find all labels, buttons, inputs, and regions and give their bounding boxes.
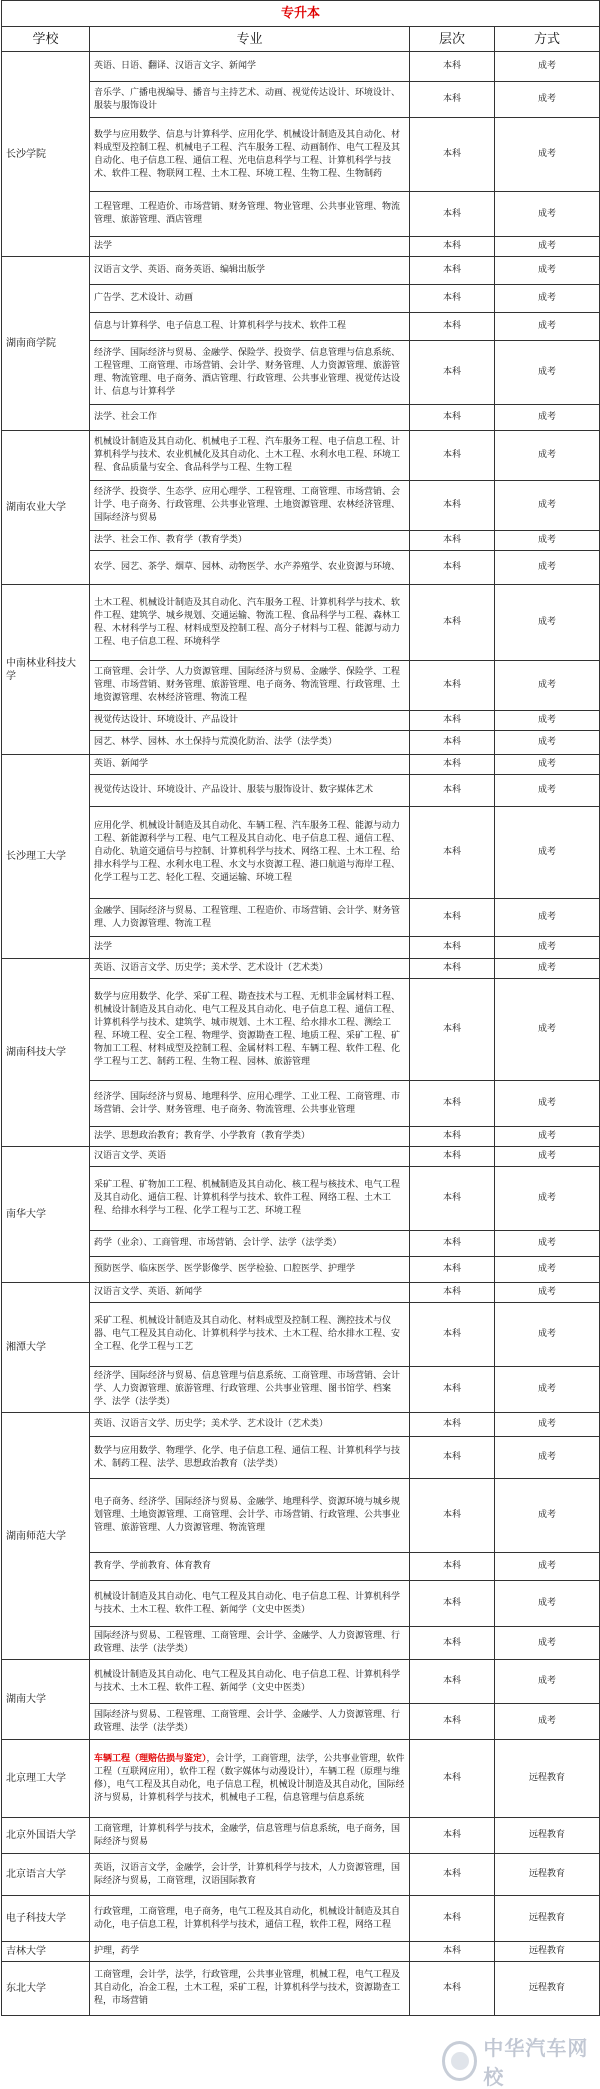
table-row <box>2 1581 600 1627</box>
mode-cell: 成考 <box>495 937 600 959</box>
major-cell: 法学 <box>90 237 410 257</box>
level-cell: 本科 <box>410 481 495 531</box>
table-row <box>2 52 600 82</box>
table-row <box>2 1627 600 1660</box>
school-cell: 东北大学 <box>2 1962 90 2016</box>
table-title: 专升本 <box>2 1 600 27</box>
table-row <box>2 1367 600 1413</box>
level-cell: 本科 <box>410 1367 495 1413</box>
table-row <box>2 257 600 285</box>
level-cell: 本科 <box>410 755 495 775</box>
level-cell: 本科 <box>410 1818 495 1854</box>
mode-cell: 成考 <box>495 731 600 755</box>
major-cell: 法学 <box>90 937 410 959</box>
mode-cell: 成考 <box>495 1660 600 1704</box>
watermark <box>442 2036 592 2089</box>
watermark-text: 中华汽车网校 <box>483 2036 589 2089</box>
level-cell: 本科 <box>410 257 495 285</box>
mode-cell: 成考 <box>495 979 600 1081</box>
school-cell: 北京外国语大学 <box>2 1818 90 1854</box>
major-cell: 英语、汉语言文学、历史学；美术学、艺术设计（艺术类） <box>90 1413 410 1437</box>
admission-table <box>1 0 600 2016</box>
table-row <box>2 1704 600 1740</box>
table-row <box>2 1167 600 1231</box>
table-row <box>2 531 600 551</box>
mode-cell: 成考 <box>495 755 600 775</box>
major-cell: 汉语言文学、英语 <box>90 1147 410 1167</box>
level-cell: 本科 <box>410 285 495 313</box>
level-cell: 本科 <box>410 1553 495 1581</box>
major-cell: 汉语言文学、英语、商务英语、编辑出版学 <box>90 257 410 285</box>
table-row <box>2 1413 600 1437</box>
mode-cell: 成考 <box>495 1627 600 1660</box>
mode-cell: 成考 <box>495 711 600 731</box>
level-cell: 本科 <box>410 1147 495 1167</box>
level-cell: 本科 <box>410 1962 495 2016</box>
mode-cell: 成考 <box>495 899 600 937</box>
mode-cell: 成考 <box>495 1437 600 1479</box>
major-cell: 护理，药学 <box>90 1942 410 1962</box>
mode-cell: 成考 <box>495 1167 600 1231</box>
level-cell: 本科 <box>410 979 495 1081</box>
level-cell: 本科 <box>410 1704 495 1740</box>
mode-cell: 成考 <box>495 118 600 192</box>
table-row <box>2 1437 600 1479</box>
mode-cell: 成考 <box>495 1283 600 1303</box>
table-row <box>2 1962 600 2016</box>
level-cell: 本科 <box>410 405 495 431</box>
major-cell: 法学、社会工作 <box>90 405 410 431</box>
major-cell: 行政管理，工商管理，电子商务，电气工程及其自动化，机械设计制造及其自动化，电子信息工程，计算机科学与技术，通信工程，软件工程，网络工程 <box>90 1896 410 1942</box>
table-row <box>2 1854 600 1896</box>
table-row <box>2 731 600 755</box>
table-row <box>2 755 600 775</box>
table-row <box>2 82 600 118</box>
mode-cell: 远程教育 <box>495 1942 600 1962</box>
major-cell: 经济学、投资学、生态学、应用心理学、工程管理、工商管理、市场营销、会计学、电子商务、行政管理、公共事业管理、土地资源管理、农林经济管理、国际经济与贸易 <box>90 481 410 531</box>
major-cell: 教育学、学前教育、体育教育 <box>90 1553 410 1581</box>
mode-cell: 成考 <box>495 285 600 313</box>
major-cell: 机械设计制造及其自动化、机械电子工程、汽车服务工程、电子信息工程、计算机科学与技术、农业机械化及其自动化、土木工程、水利水电工程、环境工程、食品质量与安全、食品科学与工程、生物工程 <box>90 431 410 481</box>
highlighted-major: 车辆工程（理赔估损与鉴定） <box>94 1753 207 1764</box>
level-cell: 本科 <box>410 531 495 551</box>
school-cell: 北京理工大学 <box>2 1740 90 1818</box>
table-row <box>2 405 600 431</box>
mode-cell: 成考 <box>495 1367 600 1413</box>
table-body <box>2 1 600 2016</box>
major-cell: 机械设计制造及其自动化、电气工程及其自动化、电子信息工程、计算机科学与技术、土木工程、软件工程、新闻学（文史中医类） <box>90 1581 410 1627</box>
major-cell: 经济学、国际经济与贸易、金融学、保险学、投资学、信息管理与信息系统、工程管理、工商管理、市场营销、会计学、财务管理、人力资源管理、旅游管理、物流管理、电子商务、酒店管理、行政管理、公共事业管理、视觉传达设计、信息与计算科学 <box>90 341 410 405</box>
mode-cell: 成考 <box>495 192 600 237</box>
major-cell: 英语、新闻学 <box>90 755 410 775</box>
header-mode: 方式 <box>495 27 600 52</box>
mode-cell: 成考 <box>495 1257 600 1283</box>
mode-cell: 成考 <box>495 959 600 979</box>
school-cell: 湘潭大学 <box>2 1283 90 1413</box>
mode-cell: 成考 <box>495 1479 600 1553</box>
level-cell: 本科 <box>410 431 495 481</box>
steering-wheel-logo-icon <box>442 2041 477 2081</box>
mode-cell: 远程教育 <box>495 1740 600 1818</box>
table-row <box>2 1896 600 1942</box>
table-row <box>2 899 600 937</box>
table-row <box>2 1660 600 1704</box>
level-cell: 本科 <box>410 1283 495 1303</box>
level-cell: 本科 <box>410 775 495 807</box>
school-cell: 湖南农业大学 <box>2 431 90 585</box>
table-row <box>2 775 600 807</box>
level-cell: 本科 <box>410 237 495 257</box>
level-cell: 本科 <box>410 585 495 661</box>
school-cell: 湖南商学院 <box>2 257 90 431</box>
level-cell: 本科 <box>410 1257 495 1283</box>
mode-cell: 远程教育 <box>495 1896 600 1942</box>
level-cell: 本科 <box>410 807 495 899</box>
table-row <box>2 341 600 405</box>
major-cell: 英语、日语、翻译、汉语言文字、新闻学 <box>90 52 410 82</box>
header-major: 专业 <box>90 27 410 52</box>
table-row <box>2 1127 600 1147</box>
major-cell: 数学与应用数学、物理学、化学、电子信息工程、通信工程、计算机科学与技术、制药工程、法学、思想政治教育（法学类） <box>90 1437 410 1479</box>
major-cell: 土木工程、机械设计制造及其自动化、汽车服务工程、计算机科学与技术、软件工程、建筑学、城乡规划、交通运输、物流工程、食品科学与工程、森林工程、木材科学与工程、材料成型及控制工程、高分子材料与工程、能源与动力工程、电子信息工程、环境科学 <box>90 585 410 661</box>
level-cell: 本科 <box>410 711 495 731</box>
major-cell: 英语，汉语言文学，金融学，会计学，计算机科学与技术，人力资源管理，国际经济与贸易，工商管理，汉语国际教育 <box>90 1854 410 1896</box>
school-cell: 湖南师范大学 <box>2 1413 90 1660</box>
table-row <box>2 1257 600 1283</box>
major-cell <box>90 1740 410 1818</box>
table-row <box>2 711 600 731</box>
school-cell: 湖南科技大学 <box>2 959 90 1147</box>
table-row <box>2 1553 600 1581</box>
level-cell: 本科 <box>410 937 495 959</box>
level-cell: 本科 <box>410 731 495 755</box>
level-cell: 本科 <box>410 1896 495 1942</box>
major-cell: 经济学、国际经济与贸易、地理科学、应用心理学、工业工程、工商管理、市场营销、会计学、财务管理、电子商务、物流管理、公共事业管理 <box>90 1081 410 1127</box>
major-cell: 英语、汉语言文学、历史学；美术学、艺术设计（艺术类） <box>90 959 410 979</box>
table-row <box>2 1147 600 1167</box>
mode-cell: 成考 <box>495 661 600 711</box>
header-level: 层次 <box>410 27 495 52</box>
header-school: 学校 <box>2 27 90 52</box>
major-cell: 机械设计制造及其自动化、电气工程及其自动化、电子信息工程、计算机科学与技术、土木工程、软件工程、新闻学（文史中医类） <box>90 1660 410 1704</box>
level-cell: 本科 <box>410 1942 495 1962</box>
major-cell: 采矿工程、机械设计制造及其自动化、材料成型及控制工程、测控技术与仪器、电气工程及其自动化、计算机科学与技术、土木工程、给水排水工程、安全工程、化学工程与工艺 <box>90 1303 410 1367</box>
table-row <box>2 313 600 341</box>
table-row <box>2 1081 600 1127</box>
major-cell: 国际经济与贸易、工程管理、工商管理、会计学、金融学、人力资源管理、行政管理、法学（法学类） <box>90 1704 410 1740</box>
school-cell: 长沙理工大学 <box>2 755 90 959</box>
major-cell: 广告学、艺术设计、动画 <box>90 285 410 313</box>
table-row <box>2 937 600 959</box>
level-cell: 本科 <box>410 1627 495 1660</box>
mode-cell: 成考 <box>495 405 600 431</box>
mode-cell: 成考 <box>495 257 600 285</box>
school-cell: 长沙学院 <box>2 52 90 257</box>
mode-cell: 成考 <box>495 1147 600 1167</box>
major-cell: 药学（业余）、工商管理、市场营销、会计学、法学（法学类） <box>90 1231 410 1257</box>
mode-cell: 远程教育 <box>495 1818 600 1854</box>
major-text: ，会计学，工商管理，法学，公共事业管理，软件工程（互联网应用），软件工程（数字媒体与动漫设计），车辆工程（原理与维修），电气工程及其自动化，电子信息工程，机械设计制造及其自动化，国际经济与贸易，计算机科学与技术，机械电子工程，信息管理与信息系统 <box>94 1753 405 1803</box>
major-cell: 电子商务、经济学、国际经济与贸易、金融学、地理科学、资源环境与城乡规划管理、土地资源管理、工商管理、会计学、市场营销、行政管理、公共事业管理、旅游管理、人力资源管理、物流管理 <box>90 1479 410 1553</box>
mode-cell: 成考 <box>495 1704 600 1740</box>
level-cell: 本科 <box>410 52 495 82</box>
mode-cell: 成考 <box>495 481 600 531</box>
mode-cell: 成考 <box>495 551 600 585</box>
major-cell: 工商管理，计算机科学与技术，金融学，信息管理与信息系统，电子商务，国际经济与贸易 <box>90 1818 410 1854</box>
school-cell: 北京语言大学 <box>2 1854 90 1896</box>
level-cell: 本科 <box>410 1303 495 1367</box>
table-row <box>2 481 600 531</box>
level-cell: 本科 <box>410 1660 495 1704</box>
table-row <box>2 979 600 1081</box>
major-cell: 采矿工程、矿物加工工程、机械制造及其自动化、核工程与核技术、电气工程及其自动化、通信工程、计算机科学与技术、软件工程、网络工程、土木工程、给排水科学与工程、化学工程与工艺、环境工程 <box>90 1167 410 1231</box>
major-cell: 视觉传达设计、环境设计、产品设计、服装与服饰设计、数字媒体艺术 <box>90 775 410 807</box>
major-cell: 法学、思想政治教育；教育学、小学教育（教育学类） <box>90 1127 410 1147</box>
level-cell: 本科 <box>410 1127 495 1147</box>
table-row <box>2 285 600 313</box>
title-row <box>2 1 600 27</box>
table-row <box>2 1942 600 1962</box>
level-cell: 本科 <box>410 1479 495 1553</box>
mode-cell: 成考 <box>495 237 600 257</box>
major-cell: 园艺、林学、园林、水土保持与荒漠化防治、法学（法学类） <box>90 731 410 755</box>
mode-cell: 成考 <box>495 341 600 405</box>
major-cell: 音乐学、广播电视编导、播音与主持艺术、动画、视觉传达设计、环境设计、服装与服饰设计 <box>90 82 410 118</box>
level-cell: 本科 <box>410 341 495 405</box>
major-cell: 应用化学、机械设计制造及其自动化、车辆工程、汽车服务工程、能源与动力工程、新能源科学与工程、电气工程及其自动化、电子信息工程、通信工程、自动化、轨道交通信号与控制、计算机科学与技术、网络工程、土木工程、给排水科学与工程、水利水电工程、水文与水资源工程、港口航道与海岸工程、化学工程与工艺、轻化工程、交通运输、环境工程 <box>90 807 410 899</box>
major-cell: 经济学、国际经济与贸易、信息管理与信息系统、工商管理、市场营销、会计学、人力资源管理、旅游管理、行政管理、公共事业管理、图书馆学、档案学、法学（法学类） <box>90 1367 410 1413</box>
table-row <box>2 237 600 257</box>
table-row <box>2 585 600 661</box>
major-cell: 汉语言文学、英语、新闻学 <box>90 1283 410 1303</box>
major-cell: 工商管理、会计学、人力资源管理、国际经济与贸易、金融学、保险学、工程管理、市场营销、财务管理、旅游管理、电子商务、物流管理、行政管理、土地资源管理、农林经济管理、物流工程 <box>90 661 410 711</box>
level-cell: 本科 <box>410 118 495 192</box>
school-cell: 中南林业科技大学 <box>2 585 90 755</box>
school-cell: 湖南大学 <box>2 1660 90 1740</box>
major-cell: 工程管理、工程造价、市场营销、财务管理、物业管理、公共事业管理、物流管理、旅游管理、酒店管理 <box>90 192 410 237</box>
level-cell: 本科 <box>410 1167 495 1231</box>
level-cell: 本科 <box>410 1854 495 1896</box>
mode-cell: 成考 <box>495 1303 600 1367</box>
table-row <box>2 1740 600 1818</box>
mode-cell: 成考 <box>495 585 600 661</box>
mode-cell: 成考 <box>495 313 600 341</box>
level-cell: 本科 <box>410 1740 495 1818</box>
level-cell: 本科 <box>410 1437 495 1479</box>
table-row <box>2 551 600 585</box>
table-row <box>2 1231 600 1257</box>
mode-cell: 远程教育 <box>495 1962 600 2016</box>
mode-cell: 成考 <box>495 531 600 551</box>
major-cell: 金融学、国际经济与贸易、工程管理、工程造价、市场营销、会计学、财务管理、人力资源管理、物流工程 <box>90 899 410 937</box>
major-cell: 信息与计算科学、电子信息工程、计算机科学与技术、软件工程 <box>90 313 410 341</box>
mode-cell: 远程教育 <box>495 1854 600 1896</box>
level-cell: 本科 <box>410 1081 495 1127</box>
major-cell: 数学与应用数学、信息与计算科学、应用化学、机械设计制造及其自动化、材料成型及控制工程、机械电子工程、汽车服务工程、动画制作、电气工程及其自动化、电子信息工程、通信工程、光电信息科学与工程、计算机科学与技术、软件工程、物联网工程、土木工程、环境工程、生物工程、生物制药 <box>90 118 410 192</box>
level-cell: 本科 <box>410 192 495 237</box>
level-cell: 本科 <box>410 1581 495 1627</box>
table-row <box>2 118 600 192</box>
level-cell: 本科 <box>410 899 495 937</box>
table-row <box>2 192 600 237</box>
mode-cell: 成考 <box>495 1127 600 1147</box>
level-cell: 本科 <box>410 82 495 118</box>
major-cell: 数学与应用数学、化学、采矿工程、勘查技术与工程、无机非金属材料工程、机械设计制造及其自动化、电气工程及其自动化、电子信息工程、通信工程、计算机科学与技术、建筑学、城市规划、土木工程、给水排水工程、测绘工程、环境工程、安全工程、物理学、资源勘查工程、地质工程、采矿工程、矿物加工工程、材料成型及控制工程、金属材料工程、车辆工程、软件工程、化学工程与工艺、制药工程、生物工程、园林、旅游管理 <box>90 979 410 1081</box>
mode-cell: 成考 <box>495 82 600 118</box>
table-row <box>2 431 600 481</box>
major-cell: 法学、社会工作、教育学（教育学类） <box>90 531 410 551</box>
major-cell: 预防医学、临床医学、医学影像学、医学检验、口腔医学、护理学 <box>90 1257 410 1283</box>
level-cell: 本科 <box>410 1231 495 1257</box>
major-cell: 国际经济与贸易、工程管理、工商管理、会计学、金融学、人力资源管理、行政管理、法学（法学类） <box>90 1627 410 1660</box>
level-cell: 本科 <box>410 551 495 585</box>
major-cell: 农学、园艺、茶学、烟草、园林、动物医学、水产养殖学、农业资源与环境、 <box>90 551 410 585</box>
mode-cell: 成考 <box>495 1413 600 1437</box>
table-row <box>2 1479 600 1553</box>
table-row <box>2 1303 600 1367</box>
level-cell: 本科 <box>410 959 495 979</box>
level-cell: 本科 <box>410 1413 495 1437</box>
header-row <box>2 27 600 52</box>
school-cell: 电子科技大学 <box>2 1896 90 1942</box>
level-cell: 本科 <box>410 313 495 341</box>
mode-cell: 成考 <box>495 1081 600 1127</box>
school-cell: 吉林大学 <box>2 1942 90 1962</box>
mode-cell: 成考 <box>495 807 600 899</box>
mode-cell: 成考 <box>495 1231 600 1257</box>
mode-cell: 成考 <box>495 431 600 481</box>
mode-cell: 成考 <box>495 52 600 82</box>
table-row <box>2 959 600 979</box>
major-cell: 视觉传达设计、环境设计、产品设计 <box>90 711 410 731</box>
table-row <box>2 1283 600 1303</box>
table-row <box>2 661 600 711</box>
table-row <box>2 807 600 899</box>
school-cell: 南华大学 <box>2 1147 90 1283</box>
mode-cell: 成考 <box>495 1553 600 1581</box>
mode-cell: 成考 <box>495 1581 600 1627</box>
mode-cell: 成考 <box>495 775 600 807</box>
level-cell: 本科 <box>410 661 495 711</box>
major-cell: 工商管理，会计学，法学，行政管理，公共事业管理，机械工程，电气工程及其自动化，冶金工程，土木工程，采矿工程，计算机科学与技术，资源勘查工程，市场营销 <box>90 1962 410 2016</box>
table-row <box>2 1818 600 1854</box>
